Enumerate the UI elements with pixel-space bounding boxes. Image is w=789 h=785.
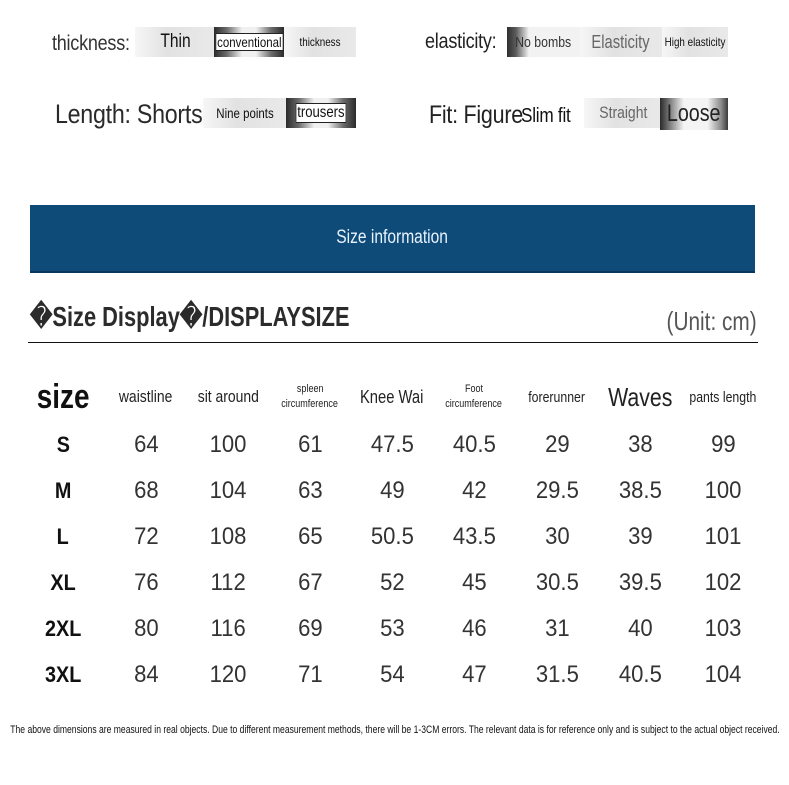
elasticity-option-no-bombs: No bombs [507,27,580,57]
elasticity-option-elasticity: Elasticity [580,27,662,57]
size-display-title: �Size Display�/DISPLAYSIZE [30,301,350,332]
table-row: 2XL 80 116 69 53 46 31 40 103 [22,606,782,652]
fit-option-loose: Loose [660,98,728,130]
size-label: 3XL [44,662,82,687]
elasticity-option-high-elasticity: High elasticity [662,27,728,57]
length-label: Length: Shorts [55,98,203,129]
size-label: M [54,478,72,503]
header-spleen-circumference: spleen circumference [281,383,339,410]
header-forerunner: forerunner [528,388,586,406]
length-option-trousers: trousers [286,98,356,128]
size-label: XL [50,570,76,595]
table-row: M 68 104 63 49 42 29.5 38.5 100 [22,468,782,514]
header-sit-around: sit around [197,387,259,406]
elasticity-label: elasticity: [425,30,497,53]
size-table [22,372,782,698]
header-pants-length: pants length [689,388,757,406]
table-row: S 64 100 61 47.5 40.5 29 38 99 [22,422,782,468]
banner-title: Size information [336,227,449,248]
size-label: S [56,432,70,457]
table-row: 3XL 84 120 71 54 47 31.5 40.5 104 [22,652,782,698]
size-label: L [56,524,70,549]
length-option-nine-points: Nine points [203,98,287,128]
table-row: L 72 108 65 50.5 43.5 30 39 101 [22,514,782,560]
size-information-banner [30,205,755,273]
size-label: 2XL [44,616,82,641]
fit-label: Fit: Figure [429,100,523,129]
header-foot-circumference: Foot circumference [445,383,503,410]
fit-option-straight: Straight [584,98,662,128]
measurement-disclaimer: The above dimensions are measured in real objects. Due to different measurement methods, there will be 1-3CM errors. The relevant data is for reference only and is subject to the actual object received. [10,724,780,736]
header-waistline: waistline [119,387,173,406]
thickness-option-thickness: thickness [284,27,356,57]
length-attribute [55,99,226,129]
unit-label: (Unit: cm) [666,306,757,336]
thickness-option-conventional: conventional [214,27,284,57]
elasticity-attribute [425,28,508,56]
header-size: size [36,377,90,416]
thickness-option-thin: Thin [135,27,215,57]
table-header-row [22,372,782,422]
section-divider [28,342,758,343]
thickness-label: thickness: [52,32,130,55]
header-knee-wai: Knee Wai [360,386,424,407]
table-row: XL 76 112 67 52 45 30.5 39.5 102 [22,560,782,606]
header-waves: Waves [607,381,673,412]
fit-option-slim-fit: Slim fit [521,104,571,127]
thickness-attribute [52,30,142,58]
